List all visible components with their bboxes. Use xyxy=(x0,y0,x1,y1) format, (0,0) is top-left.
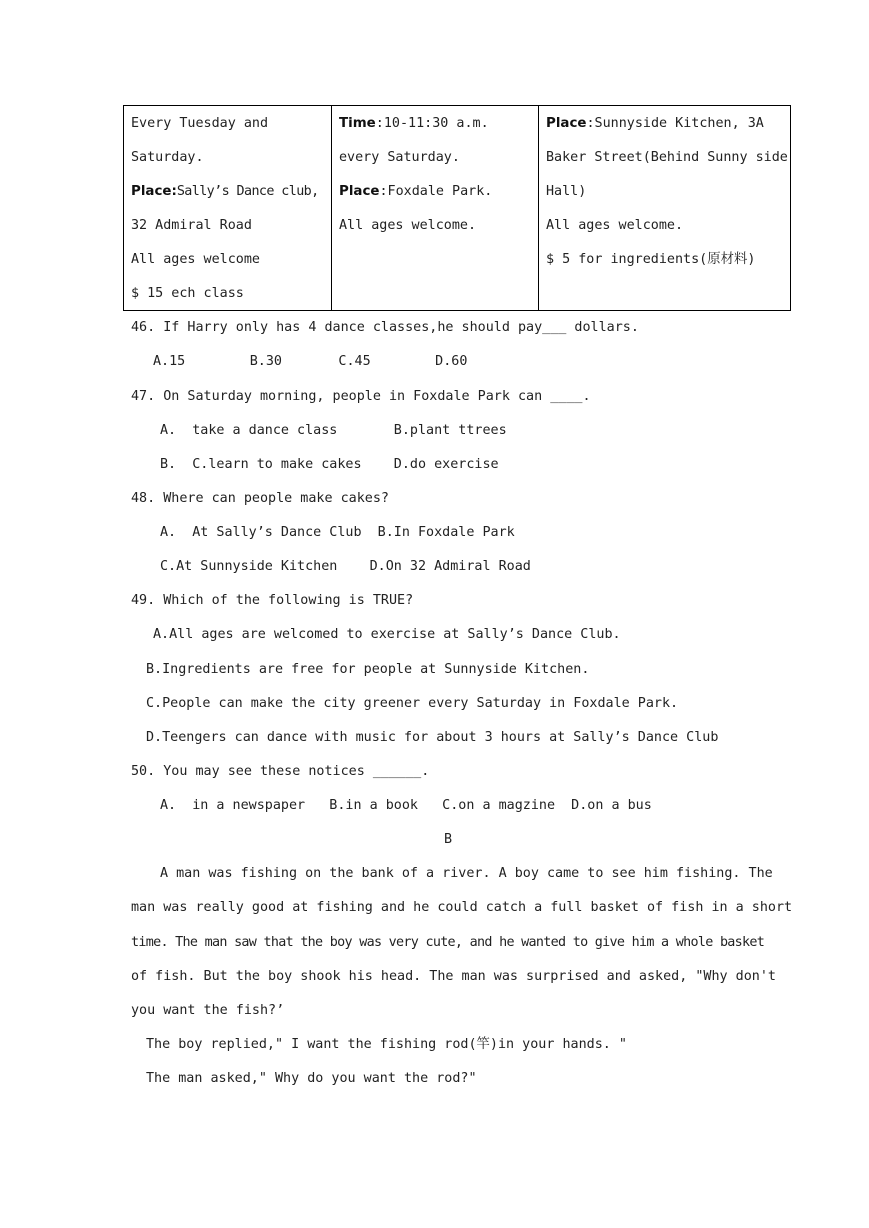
notice-line: $ 5 for ingredients(原材料) xyxy=(546,252,756,267)
question-48: 48. Where can people make cakes? xyxy=(131,491,389,506)
passage-line: The boy replied," I want the fishing rod(竿)in your hands. " xyxy=(146,1037,627,1052)
section-heading-b: B xyxy=(443,832,453,847)
passage-line: of fish. But the boy shook his head. The man was surprised and asked, "Why don't xyxy=(131,969,776,984)
notice-line: every Saturday. xyxy=(339,150,460,165)
question-48-options: A. At Sally’s Dance Club B.In Foxdale Park xyxy=(160,525,515,540)
passage-line: you want the fish?’ xyxy=(131,1003,285,1018)
notice-foxdale-park xyxy=(331,106,538,310)
notice-line: $ 15 ech class xyxy=(131,286,244,301)
question-49-option-c: C.People can make the city greener every Saturday in Foxdale Park. xyxy=(146,696,679,711)
notice-line: All ages welcome. xyxy=(546,218,684,233)
notice-sunnyside-kitchen xyxy=(538,106,790,310)
passage-line: The man asked," Why do you want the rod?" xyxy=(146,1071,477,1086)
notice-table xyxy=(123,105,791,311)
notice-line: Hall) xyxy=(546,184,587,199)
question-50: 50. You may see these notices ______. xyxy=(131,764,430,779)
notice-line: All ages welcome xyxy=(131,252,260,267)
notice-line: Place:Sunnyside Kitchen, 3A xyxy=(546,116,764,131)
question-49-option-b: B.Ingredients are free for people at Sunnyside Kitchen. xyxy=(146,662,590,677)
notice-line: Place:Sally’s Dance club, xyxy=(131,184,319,199)
passage-line: A man was fishing on the bank of a river. A boy came to see him fishing. The xyxy=(160,866,773,881)
notice-line: 32 Admiral Road xyxy=(131,218,252,233)
notice-line: Baker Street(Behind Sunny side xyxy=(546,150,788,165)
notice-line: Saturday. xyxy=(131,150,204,165)
question-49-option-d: D.Teengers can dance with music for about 3 hours at Sally’s Dance Club xyxy=(146,730,719,745)
question-46: 46. If Harry only has 4 dance classes,he should pay___ dollars. xyxy=(131,320,639,335)
notice-line: Every Tuesday and xyxy=(131,116,269,131)
passage-line: time. The man saw that the boy was very cute, and he wanted to give him a whole basket xyxy=(131,935,765,950)
notice-dance-club xyxy=(124,106,331,310)
question-47: 47. On Saturday morning, people in Foxdale Park can ____. xyxy=(131,389,591,404)
question-50-options: A. in a newspaper B.in a book C.on a magzine D.on a bus xyxy=(160,798,652,813)
question-47-options: B. C.learn to make cakes D.do exercise xyxy=(160,457,499,472)
question-49-option-a: A.All ages are welcomed to exercise at Sally’s Dance Club. xyxy=(153,627,621,642)
notice-line: All ages welcome. xyxy=(339,218,477,233)
question-46-options: A.15 B.30 C.45 D.60 xyxy=(153,354,468,369)
question-47-options: A. take a dance class B.plant ttrees xyxy=(160,423,507,438)
question-48-options: C.At Sunnyside Kitchen D.On 32 Admiral Road xyxy=(160,559,531,574)
question-49: 49. Which of the following is TRUE? xyxy=(131,593,414,608)
notice-line: Time:10-11:30 a.m. xyxy=(339,116,489,131)
notice-line: Place:Foxdale Park. xyxy=(339,184,493,199)
passage-line: man was really good at fishing and he could catch a full basket of fish in a short xyxy=(131,900,793,915)
